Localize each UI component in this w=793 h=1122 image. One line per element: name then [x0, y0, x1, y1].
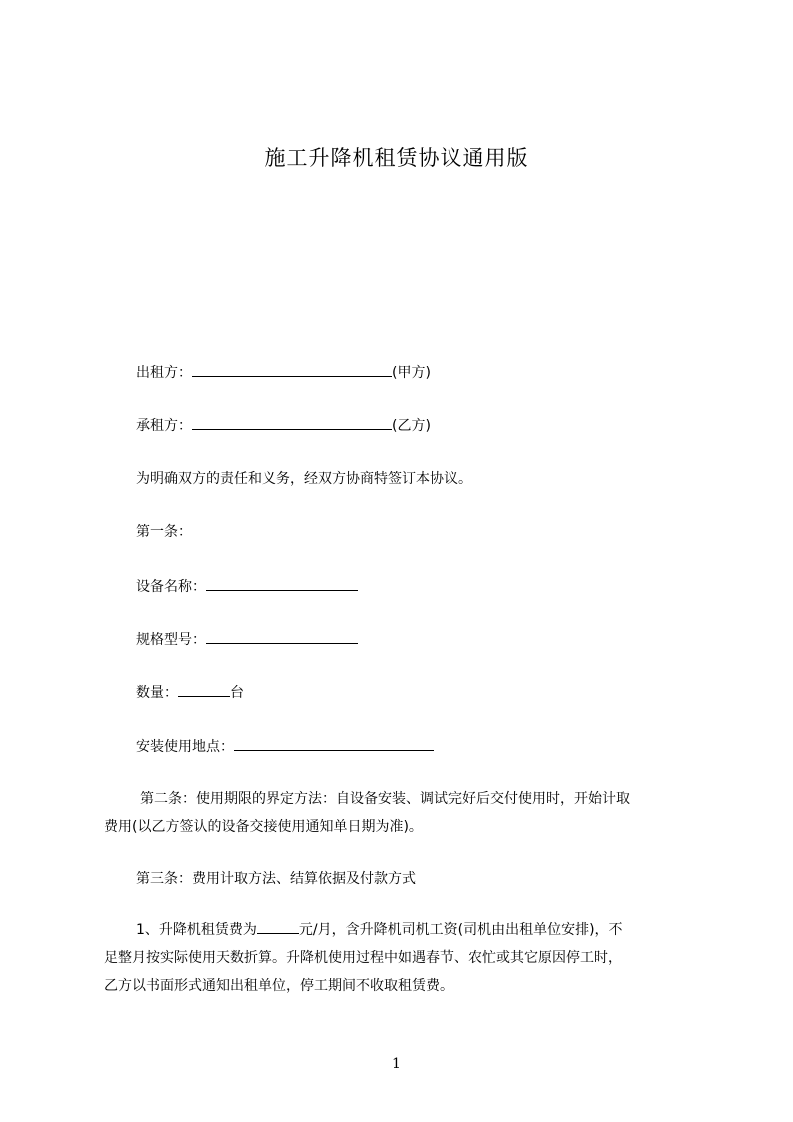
lessee-label: 承租方：	[136, 418, 192, 434]
quantity-unit: 台	[230, 685, 244, 701]
model-blank	[206, 629, 358, 644]
clause1-part1: 1、升降机租赁费为	[136, 922, 257, 938]
model-label: 规格型号：	[136, 632, 206, 648]
equipment-name-line	[136, 576, 358, 597]
clause1-line3: 乙方以书面形式通知出租单位，停工期间不收取租赁费。	[104, 978, 454, 994]
lessor-line	[136, 362, 431, 383]
article2-line1: 第二条：使用期限的界定方法：自设备安装、调试完好后交付使用时，开始计取	[140, 791, 630, 807]
quantity-label: 数量：	[136, 685, 178, 701]
article3-heading: 第三条：费用计取方法、结算依据及付款方式	[136, 871, 416, 887]
clause1-part2: 元/月，含升降机司机工资(司机由出租单位安排)，不	[298, 922, 623, 938]
location-line	[136, 736, 434, 757]
lessor-label: 出租方：	[136, 365, 192, 381]
lessee-line	[136, 415, 431, 436]
page-number: 1	[392, 1056, 401, 1072]
quantity-line	[136, 682, 244, 703]
lessor-suffix: (甲方)	[392, 365, 431, 381]
article2-line2: 费用(以乙方签认的设备交接使用通知单日期为准)。	[104, 819, 423, 835]
equipment-name-label: 设备名称：	[136, 579, 206, 595]
quantity-blank	[178, 682, 230, 697]
equipment-name-blank	[206, 576, 358, 591]
lessee-suffix: (乙方)	[392, 418, 431, 434]
location-blank	[234, 736, 434, 751]
location-label: 安装使用地点：	[136, 739, 234, 755]
document-title: 施工升降机租赁协议通用版	[264, 146, 529, 170]
clause1-line1	[136, 916, 623, 944]
model-line	[136, 629, 358, 650]
clause1-line2: 足整月按实际使用天数折算。升降机使用过程中如遇春节、农忙或其它原因停工时，	[104, 950, 622, 966]
intro-text: 为明确双方的责任和义务，经双方协商特签订本协议。	[136, 471, 472, 487]
lessor-blank	[192, 362, 392, 377]
article1-heading: 第一条：	[136, 524, 192, 540]
rent-blank	[257, 919, 299, 934]
lessee-blank	[192, 415, 392, 430]
